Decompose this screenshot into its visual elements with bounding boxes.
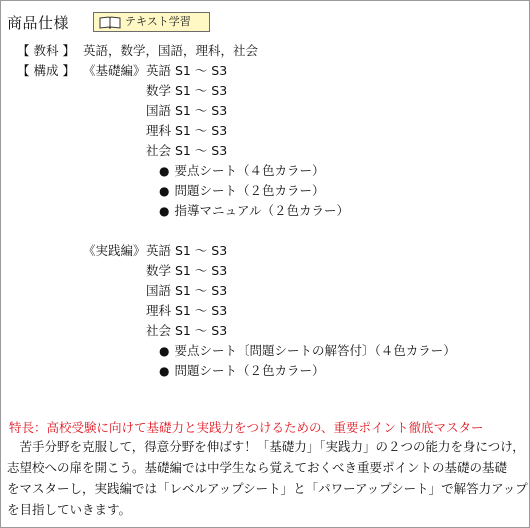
practice-row: 社会 S1 ～ S3 xyxy=(146,323,228,338)
bullet-icon: ● xyxy=(159,204,170,218)
bullet-text: 要点シート〔問題シートの解答付〕（４色カラー） xyxy=(174,343,456,358)
bullet-icon: ● xyxy=(159,364,170,378)
feature-text-line: 志望校への扉を開こう。基礎編では中学生なら覚えておくべき重要ポイントの基礎の基礎 xyxy=(7,460,508,475)
feature-text-line: 苦手分野を克服して，得意分野を伸ばす！「基礎力」「実践力」の２つの能力を身につけ， xyxy=(7,439,525,454)
practice-row: 英語 S1 ～ S3 xyxy=(146,243,228,258)
bullet-text: 要点シート（４色カラー） xyxy=(174,163,325,178)
bullet-icon: ● xyxy=(159,344,170,358)
practice-row: 理科 S1 ～ S3 xyxy=(146,303,228,318)
badge-label: テキスト学習 xyxy=(125,15,191,28)
feature-text-line: をマスターし，実践編では「レベルアップシート」と「パワーアップシート」で解答力アップ xyxy=(7,481,528,496)
subjects-label: 【 教科 】 xyxy=(17,43,75,58)
practice-row: 数学 S1 ～ S3 xyxy=(146,263,228,278)
bullet-text: 問題シート（２色カラー） xyxy=(174,363,325,378)
open-book-icon xyxy=(99,16,121,29)
practice-row: 国語 S1 ～ S3 xyxy=(146,283,228,298)
basic-row: 理科 S1 ～ S3 xyxy=(146,123,228,138)
basic-bullet-item xyxy=(159,163,325,179)
basic-row: 社会 S1 ～ S3 xyxy=(146,143,228,158)
text-learning-badge xyxy=(93,12,210,32)
bullet-icon: ● xyxy=(159,184,170,198)
basic-bullet-item xyxy=(159,183,325,199)
practice-section-label: 《実践編》 xyxy=(83,243,146,258)
bullet-icon: ● xyxy=(159,164,170,178)
feature-headline: 特長：高校受験に向けて基礎力と実践力をつけるための、重要ポイント徹底マスター xyxy=(9,420,484,435)
practice-bullet-item xyxy=(159,343,456,359)
feature-text-line: を目指していきます。 xyxy=(7,502,132,517)
basic-row: 英語 S1 ～ S3 xyxy=(146,63,228,78)
basic-section-label: 《基礎編》 xyxy=(83,63,146,78)
page-title: 商品仕様 xyxy=(7,14,70,32)
basic-row: 数学 S1 ～ S3 xyxy=(146,83,228,98)
bullet-text: 問題シート（２色カラー） xyxy=(174,183,325,198)
subjects-value: 英語，数学，国語，理科，社会 xyxy=(83,43,259,58)
basic-bullet-item xyxy=(159,203,349,219)
structure-label: 【 構成 】 xyxy=(17,63,75,78)
bullet-text: 指導マニュアル（２色カラー） xyxy=(174,203,349,218)
practice-bullet-item xyxy=(159,363,325,379)
basic-row: 国語 S1 ～ S3 xyxy=(146,103,228,118)
